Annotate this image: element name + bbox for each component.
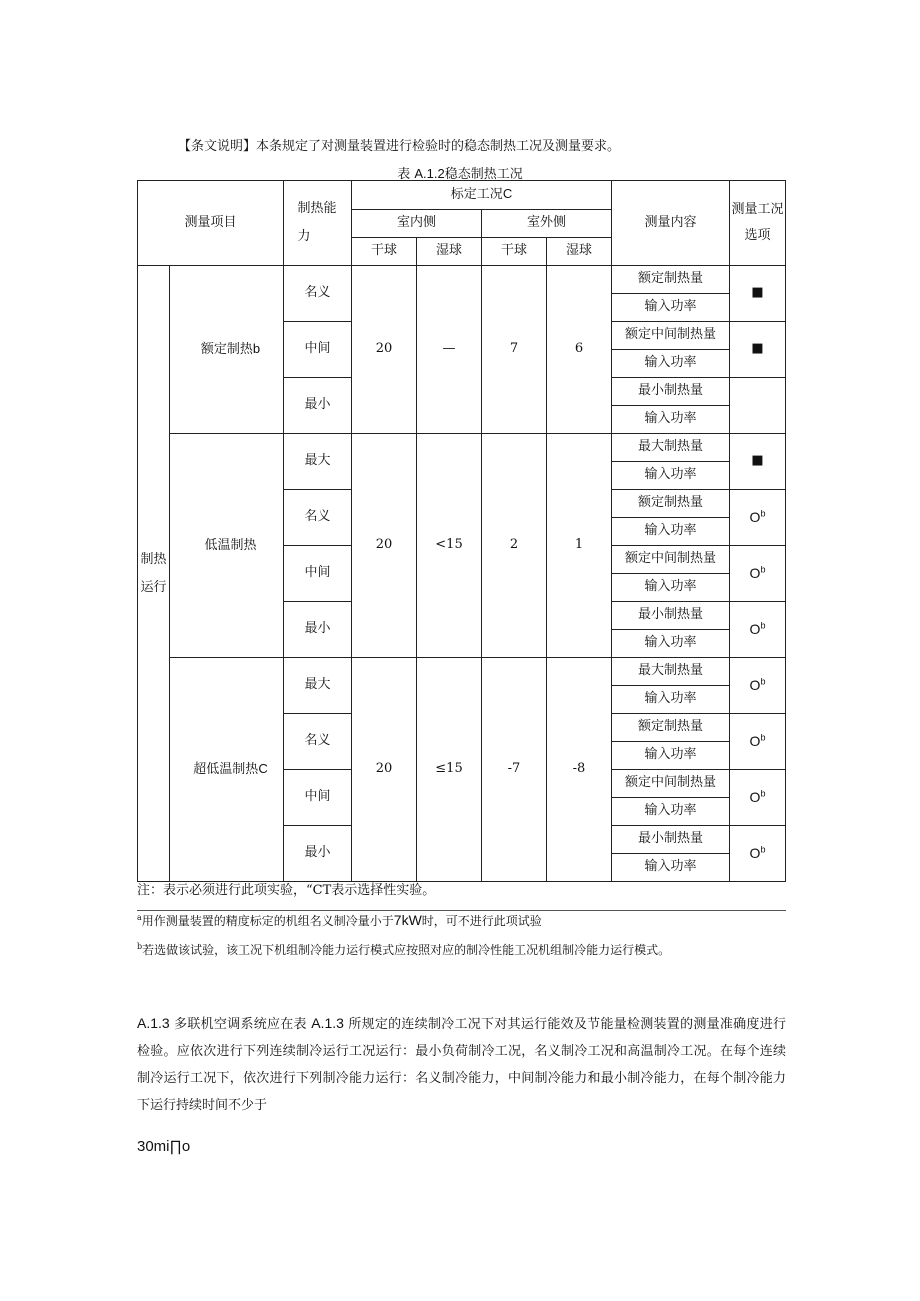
header-outdoor-wet: 湿球 bbox=[547, 238, 612, 266]
measure-capacity: 额定中间制热量 bbox=[612, 770, 730, 798]
optional-marker: $O^b$ bbox=[749, 787, 766, 805]
caption-number: A.1.2 bbox=[414, 166, 445, 181]
required-marker: ■ bbox=[751, 341, 764, 357]
option-cell bbox=[730, 490, 786, 546]
option-cell bbox=[730, 658, 786, 714]
optional-marker: $O^b$ bbox=[749, 507, 766, 525]
measure-power: 输入功率 bbox=[612, 686, 730, 714]
capacity-level: 最小 bbox=[284, 826, 352, 882]
condition-indoor-wet: — bbox=[417, 266, 482, 434]
condition-indoor-wet: <15 bbox=[417, 434, 482, 658]
measure-power: 输入功率 bbox=[612, 294, 730, 322]
option-cell bbox=[730, 770, 786, 826]
table-row bbox=[138, 658, 786, 686]
capacity-level: 最小 bbox=[284, 378, 352, 434]
option-cell bbox=[730, 714, 786, 770]
condition-indoor-dry: 20 bbox=[352, 658, 417, 882]
capacity-level: 最大 bbox=[284, 658, 352, 714]
category-cell: 制热运行 bbox=[138, 266, 170, 882]
table-row bbox=[138, 434, 786, 462]
measure-capacity: 额定制热量 bbox=[612, 266, 730, 294]
capacity-level: 中间 bbox=[284, 322, 352, 378]
measure-power: 输入功率 bbox=[612, 574, 730, 602]
optional-marker: $O^b$ bbox=[749, 731, 766, 749]
footnote-b: $^b$若选做该试验，该工况下机组制冷能力运行模式应按照对应的制冷性能工况机组制冷能力运行模式。 bbox=[137, 942, 671, 957]
capacity-level: 中间 bbox=[284, 546, 352, 602]
group-name: 额定制热b bbox=[170, 266, 284, 434]
optional-marker: $O^b$ bbox=[749, 619, 766, 637]
measure-capacity: 最大制热量 bbox=[612, 658, 730, 686]
optional-marker: $O^b$ bbox=[749, 675, 766, 693]
measure-power: 输入功率 bbox=[612, 742, 730, 770]
clause-number: A.1.3 bbox=[137, 1015, 170, 1031]
condition-outdoor-wet: -8 bbox=[547, 658, 612, 882]
required-marker: ■ bbox=[751, 453, 764, 469]
table-reference: A.1.3 bbox=[311, 1015, 344, 1031]
header-option: 测量工况选项 bbox=[730, 181, 786, 266]
option-cell bbox=[730, 322, 786, 378]
condition-outdoor-dry: 7 bbox=[482, 266, 547, 434]
measure-capacity: 额定中间制热量 bbox=[612, 546, 730, 574]
measure-capacity: 额定中间制热量 bbox=[612, 322, 730, 350]
table-row bbox=[138, 266, 786, 294]
measure-power: 输入功率 bbox=[612, 630, 730, 658]
paragraph-tail: 30mi∏o bbox=[137, 1138, 191, 1155]
header-rated-condition: 标定工况C bbox=[352, 181, 612, 210]
capacity-level: 最大 bbox=[284, 434, 352, 490]
header-content: 测量内容 bbox=[612, 181, 730, 266]
capacity-level: 名义 bbox=[284, 266, 352, 322]
measure-power: 输入功率 bbox=[612, 462, 730, 490]
clause-paragraph: A.1.3 多联机空调系统应在表 A.1.3 所规定的连续制冷工况下对其运行能效及节能量检测装置的测量准确度进行检验。应依次进行下列连续制冷运行工况运行：最小负荷制冷工况，名义制冷工况和高温制冷工况。在每个连续制冷运行工况下，依次进行下列制冷能力运行：名义制冷能力，中间制冷能力和最小制冷能力，在每个制冷能力下运行持续时间不少于 bbox=[137, 1015, 786, 1113]
measure-capacity: 最小制热量 bbox=[612, 378, 730, 406]
optional-marker: $O^b$ bbox=[749, 563, 766, 581]
caption-title: 稳态制热工况 bbox=[444, 167, 523, 182]
optional-marker: $O^b$ bbox=[749, 843, 766, 861]
measure-power: 输入功率 bbox=[612, 406, 730, 434]
header-indoor: 室内侧 bbox=[352, 210, 482, 238]
group-name: 超低温制热C bbox=[170, 658, 284, 882]
caption-prefix: 表 bbox=[397, 167, 411, 182]
condition-outdoor-wet: 6 bbox=[547, 266, 612, 434]
capacity-level: 最小 bbox=[284, 602, 352, 658]
measure-capacity: 额定制热量 bbox=[612, 714, 730, 742]
measure-power: 输入功率 bbox=[612, 854, 730, 882]
header-outdoor-dry: 干球 bbox=[482, 238, 547, 266]
condition-indoor-dry: 20 bbox=[352, 266, 417, 434]
header-indoor-dry: 干球 bbox=[352, 238, 417, 266]
option-cell bbox=[730, 434, 786, 490]
intro-note: 【条文说明】本条规定了对测量装置进行检验时的稳态制热工况及测量要求。 bbox=[178, 139, 621, 154]
measure-capacity: 最大制热量 bbox=[612, 434, 730, 462]
condition-indoor-wet: ≤15 bbox=[417, 658, 482, 882]
measure-power: 输入功率 bbox=[612, 350, 730, 378]
option-cell bbox=[730, 378, 786, 434]
condition-outdoor-dry: 2 bbox=[482, 434, 547, 658]
group-name: 低温制热 bbox=[170, 434, 284, 658]
required-marker: ■ bbox=[751, 285, 764, 301]
header-indoor-wet: 湿球 bbox=[417, 238, 482, 266]
capacity-level: 中间 bbox=[284, 770, 352, 826]
header-capacity: 制热能力 bbox=[284, 181, 352, 266]
header-item: 测量项目 bbox=[138, 181, 284, 266]
option-cell bbox=[730, 826, 786, 882]
measure-power: 输入功率 bbox=[612, 518, 730, 546]
measure-capacity: 额定制热量 bbox=[612, 490, 730, 518]
condition-indoor-dry: 20 bbox=[352, 434, 417, 658]
measure-capacity: 最小制热量 bbox=[612, 826, 730, 854]
measure-power: 输入功率 bbox=[612, 798, 730, 826]
option-cell bbox=[730, 602, 786, 658]
measure-capacity: 最小制热量 bbox=[612, 602, 730, 630]
option-cell bbox=[730, 266, 786, 322]
footnote-divider bbox=[137, 910, 786, 911]
option-cell bbox=[730, 546, 786, 602]
capacity-level: 名义 bbox=[284, 714, 352, 770]
capacity-level: 名义 bbox=[284, 490, 352, 546]
condition-outdoor-dry: -7 bbox=[482, 658, 547, 882]
header-outdoor: 室外侧 bbox=[482, 210, 612, 238]
heating-condition-table bbox=[137, 180, 786, 882]
condition-outdoor-wet: 1 bbox=[547, 434, 612, 658]
footnote-a: $^a$用作测量装置的精度标定的机组名义制冷量小于7kW时，可不进行此项试验 bbox=[137, 912, 542, 928]
table-note: 注：表示必须进行此项实验，“CT表示选择性实验。 bbox=[137, 883, 436, 898]
